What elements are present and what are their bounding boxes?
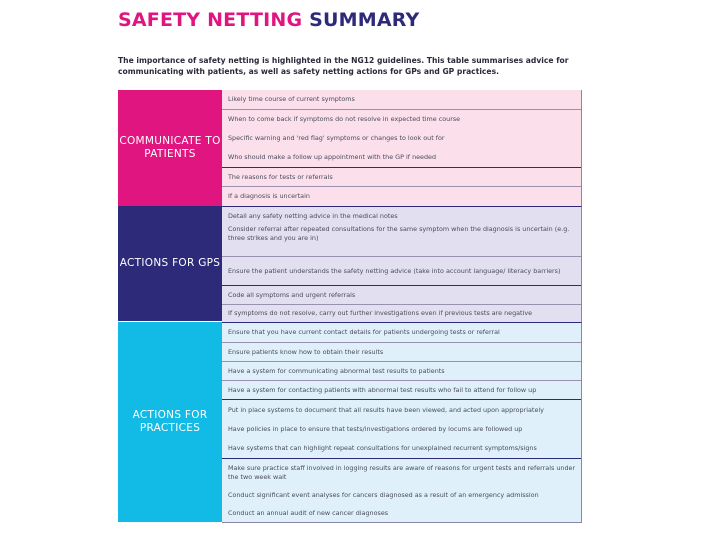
- table-row: When to come back if symptoms do not resolve in expected time course: [228, 115, 461, 123]
- table-row: Make sure practice staff involved in logging results are aware of reasons for urgent tests and referrals under the two week wait: [228, 463, 576, 481]
- category-actions-for-practices: ACTIONS FOR PRACTICES: [118, 322, 222, 522]
- category-communicate-to-patients: COMMUNICATE TO PATIENTS: [118, 90, 222, 206]
- table-row: Have a system for communicating abnormal test results to patients: [222, 361, 581, 380]
- intro-paragraph: The importance of safety netting is highlighted in the NG12 guidelines. This table summarises advice for communicating with patients, as well as safety netting actions for GPs and GP practices.: [118, 56, 569, 76]
- items-actions-for-practices: [222, 322, 582, 523]
- page-title: [118, 9, 420, 31]
- table-row: Conduct an annual audit of new cancer diagnoses: [228, 508, 389, 517]
- title-part-summary: SUMMARY: [309, 9, 420, 31]
- section-communicate-to-patients: [118, 90, 582, 206]
- table-row: Have systems that can highlight repeat consultations for unexplained recurrent symptoms/signs: [228, 443, 537, 452]
- table-row: If symptoms do not resolve, carry out further investigations even if previous tests are negative: [222, 304, 581, 322]
- title-part-safety-netting: SAFETY NETTING: [118, 9, 303, 31]
- table-row: Specific warning and 'red flag' symptoms or changes to look out for: [228, 134, 445, 142]
- table-row: If a diagnosis is uncertain: [222, 186, 581, 205]
- table-row: Who should make a follow up appointment with the GP if needed: [228, 153, 437, 161]
- table-row: The reasons for tests or referrals: [222, 167, 581, 186]
- row-group: [222, 207, 581, 256]
- table-row: Detail any safety netting advice in the medical notes: [228, 212, 398, 220]
- row-group: [222, 109, 581, 167]
- items-actions-for-gps: [222, 206, 582, 322]
- section-actions-for-practices: [118, 322, 582, 523]
- table-row: Ensure the patient understands the safety netting advice (take into account language/ literacy barriers): [222, 256, 581, 285]
- table-row: Likely time course of current symptoms: [228, 95, 355, 103]
- table-row: Have policies in place to ensure that tests/investigations ordered by locums are followed up: [228, 424, 523, 433]
- table-row: Put in place systems to document that all results have been viewed, and acted upon appropriately: [228, 405, 544, 414]
- items-communicate-to-patients: [222, 90, 582, 206]
- section-actions-for-gps: [118, 206, 582, 322]
- table-row: Have a system for contacting patients with abnormal test results who fail to attend for follow up: [222, 380, 581, 399]
- table-row: Code all symptoms and urgent referrals: [222, 285, 581, 304]
- category-actions-for-gps: ACTIONS FOR GPS: [118, 206, 222, 321]
- safety-netting-table: [118, 90, 582, 521]
- row-group: [222, 458, 581, 522]
- table-row: Consider referral after repeated consultations for the same symptom when the diagnosis is uncertain (e.g. three strikes and you are in): [228, 225, 570, 242]
- table-row: Ensure that you have current contact details for patients undergoing tests or referral: [228, 328, 500, 336]
- table-row: Conduct significant event analyses for cancers diagnosed as a result of an emergency admission: [228, 490, 539, 499]
- table-row: Ensure patients know how to obtain their results: [222, 342, 581, 361]
- row-group: [222, 399, 581, 458]
